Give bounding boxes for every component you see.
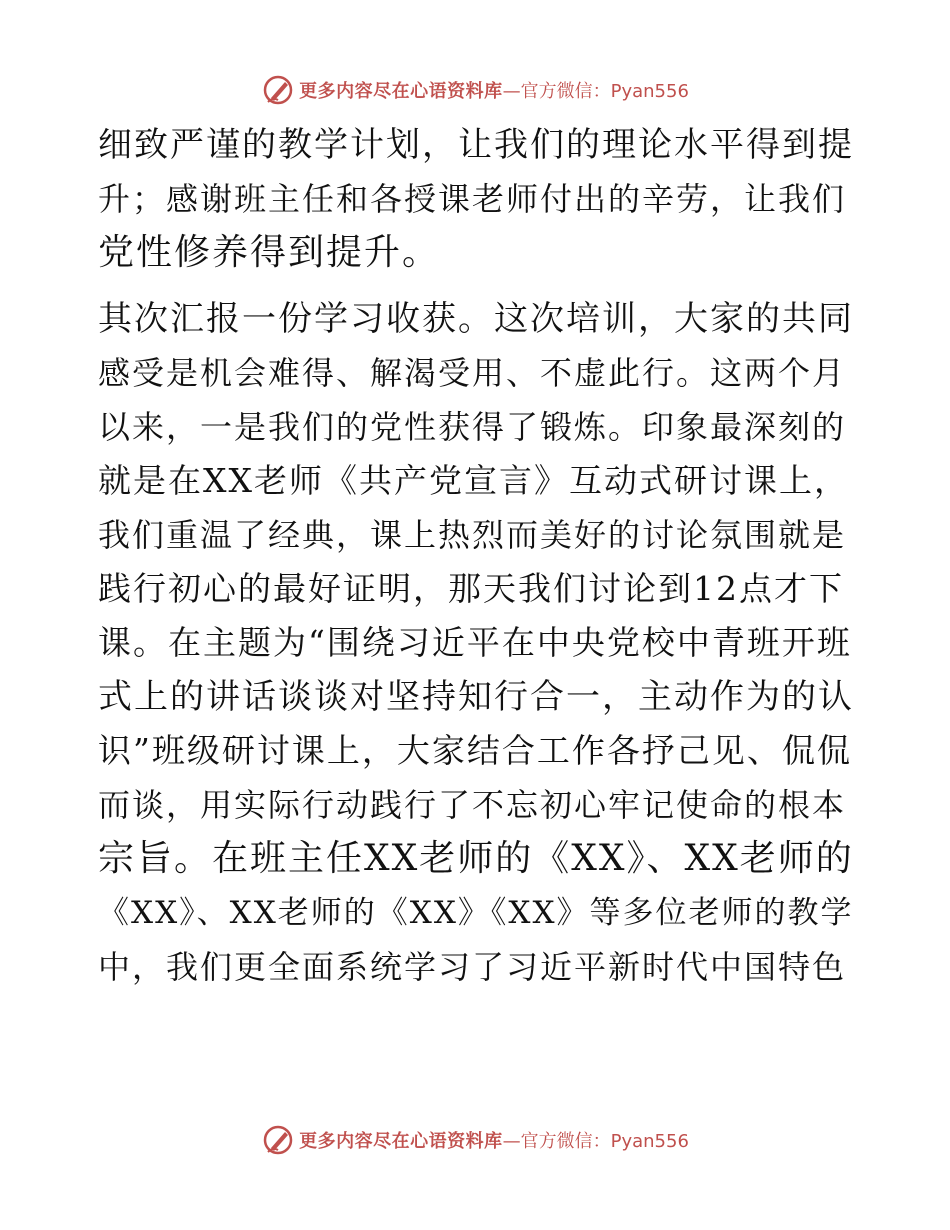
- watermark-text: 更多内容尽在心语资料库: [299, 1131, 503, 1152]
- text-line: 其次汇报一份学习收获。这次培训，大家的共同: [98, 299, 854, 339]
- footer-watermark: [0, 1120, 950, 1160]
- text-line: 宗旨。在班主任XX老师的《XX》、XX老师的: [98, 838, 854, 879]
- paragraph: [98, 292, 858, 994]
- pen-logo-icon: [261, 1123, 295, 1157]
- text-line: 细致严谨的教学计划，让我们的理论水平得到提: [98, 125, 854, 165]
- text-line: 课。在主题为“围绕习近平在中央党校中青班开班: [98, 623, 852, 662]
- pen-logo-icon: [261, 73, 295, 107]
- paragraph: [98, 118, 858, 280]
- text-line: 就是在XX老师《共产党宣言》互动式研讨课上，: [98, 461, 849, 500]
- text-line: 《XX》、XX老师的《XX》《XX》等多位老师的教学: [98, 895, 854, 931]
- text-line: 中，我们更全面系统学习了习近平新时代中国特色: [98, 948, 847, 986]
- text-line: 以来，一是我们的党性获得了锻炼。印象最深刻的: [98, 408, 847, 446]
- watermark-text: 更多内容尽在心语资料库: [299, 81, 503, 102]
- paragraph-gap: [98, 280, 858, 292]
- text-line: 感受是机会难得、解渴受用、不虚此行。这两个月: [98, 354, 847, 392]
- watermark-contact: —官方微信：Pyan556: [502, 81, 689, 102]
- text-line: 识”班级研讨课上，大家结合工作各抒己见、侃侃: [98, 731, 852, 770]
- text-line: 我们重温了经典，课上热烈而美好的讨论氛围就是: [98, 516, 847, 554]
- text-line: 而谈，用实际行动践行了不忘初心牢记使命的根本: [98, 786, 847, 824]
- text-line: 践行初心的最好证明，那天我们讨论到12点才下: [98, 569, 844, 608]
- text-line: 升；感谢班主任和各授课老师付出的辛劳，让我们: [98, 180, 847, 218]
- text-line: 式上的讲话谈谈对坚持知行合一，主动作为的认: [98, 677, 854, 717]
- watermark-contact: —官方微信：Pyan556: [502, 1131, 689, 1152]
- text-line: 党性修养得到提升。: [98, 232, 441, 273]
- document-body: [98, 118, 858, 994]
- header-watermark: [0, 70, 950, 110]
